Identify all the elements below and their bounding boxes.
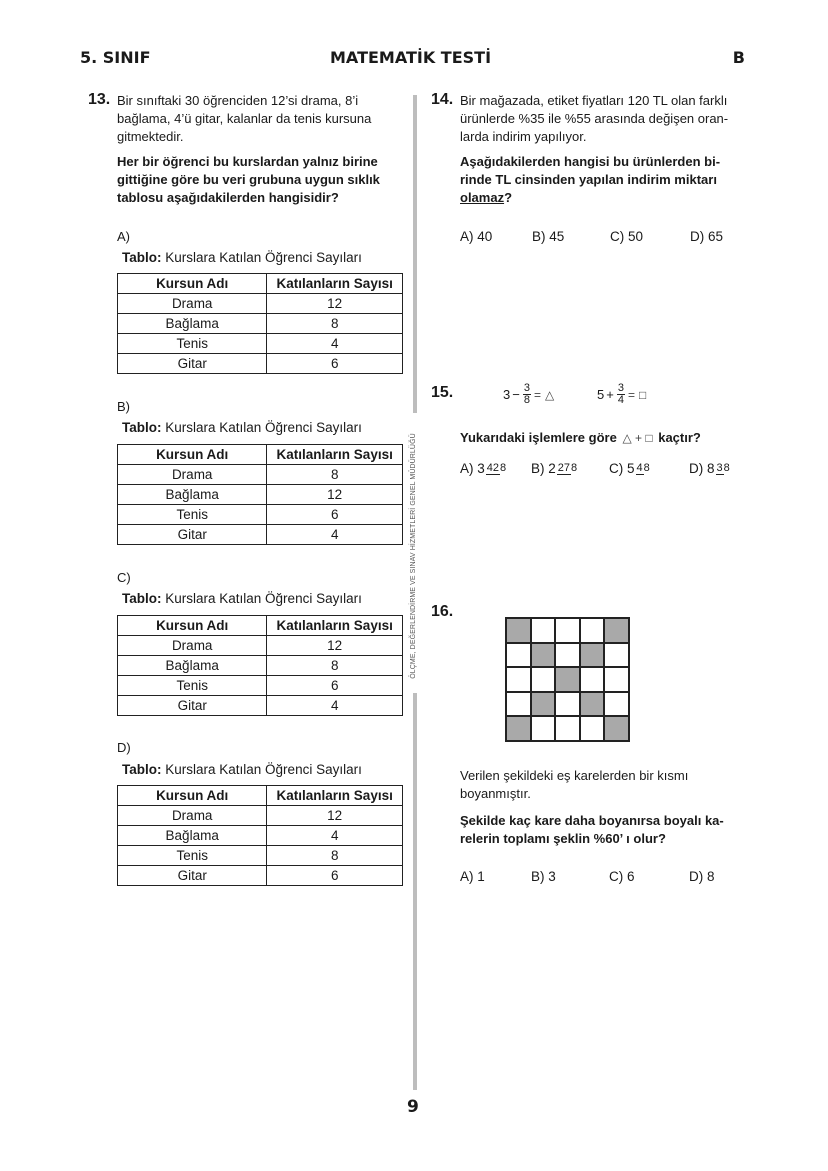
answer-choices — [460, 869, 715, 884]
question-number: 15. — [431, 384, 454, 401]
stem-line: larda indirim yapılıyor. — [460, 129, 587, 144]
choice-a[interactable] — [460, 461, 531, 476]
prompt-suffix: kaçtır? — [658, 430, 701, 445]
numerator: 42 — [486, 462, 500, 475]
grid-cell-empty — [531, 618, 556, 643]
prompt-line: gittiğine göre bu veri grubuna uygun sıklık — [117, 172, 380, 187]
prompt-prefix: Yukarıdaki işlemlere göre — [460, 430, 617, 445]
table-row — [118, 294, 403, 314]
caption-bold: Tablo: — [122, 420, 162, 435]
choice-d[interactable]: D) 65 — [690, 229, 724, 244]
course-name: Tenis — [118, 846, 267, 866]
table-row — [118, 636, 403, 656]
course-name: Tenis — [118, 505, 267, 525]
course-name: Drama — [118, 294, 267, 314]
question-prompt — [117, 153, 380, 207]
caption-bold: Tablo: — [122, 591, 162, 606]
course-name: Tenis — [118, 676, 267, 696]
answer-choices — [460, 229, 723, 244]
equals-sign: = — [533, 387, 541, 402]
course-count: 12 — [267, 636, 403, 656]
choice-d[interactable]: D) 8 — [689, 869, 715, 884]
course-name: Bağlama — [118, 656, 267, 676]
numerator: 27 — [557, 462, 571, 475]
choice-label: A) — [460, 461, 474, 476]
course-name: Drama — [118, 636, 267, 656]
caption-bold: Tablo: — [122, 250, 162, 265]
equation-2 — [597, 383, 648, 406]
grade-label: 5. SINIF — [80, 48, 151, 67]
question-prompt — [460, 812, 724, 848]
fraction — [486, 463, 506, 475]
choice-a[interactable]: A) 1 — [460, 869, 485, 884]
option-b-label[interactable]: B) — [117, 399, 130, 414]
grid-cell-empty — [555, 643, 580, 668]
stem-line: ürünlerde %35 ile %55 arasında değişen oran- — [460, 111, 729, 126]
stem-line: Bir sınıftaki 30 öğrenciden 12’si drama, 8’i — [117, 93, 359, 108]
course-count: 8 — [267, 314, 403, 334]
option-a-label[interactable]: A) — [117, 229, 130, 244]
prompt-line: Şekilde kaç kare daha boyanırsa boyalı ka- — [460, 813, 724, 828]
grid-cell-empty — [580, 667, 605, 692]
course-count: 12 — [267, 485, 403, 505]
denominator: 8 — [500, 462, 507, 475]
table-row — [118, 696, 403, 716]
course-count: 12 — [267, 806, 403, 826]
whole-number: 2 — [548, 461, 556, 476]
table-row — [118, 866, 403, 886]
stem-line: boyanmıştır. — [460, 786, 531, 801]
denominator: 8 — [523, 394, 530, 406]
course-count: 8 — [267, 846, 403, 866]
question-mark: ? — [504, 190, 513, 205]
grid-cell-shaded — [604, 716, 629, 741]
table-row — [118, 806, 403, 826]
prompt-line: Aşağıdakilerden hangisi bu ürünlerden bi- — [460, 154, 721, 169]
operator: − — [512, 387, 520, 402]
numerator: 4 — [636, 462, 643, 475]
table-row — [118, 656, 403, 676]
grid-cell-shaded — [580, 692, 605, 717]
table-row — [118, 525, 403, 545]
header-course: Kursun Adı — [118, 445, 267, 465]
course-name: Bağlama — [118, 314, 267, 334]
booklet-label: B — [732, 48, 745, 67]
question-prompt — [460, 153, 720, 207]
stem-line: Bir mağazada, etiket fiyatları 120 TL olan farklı — [460, 93, 728, 108]
course-name: Drama — [118, 465, 267, 485]
shaded-square-grid — [505, 617, 630, 742]
question-prompt — [460, 429, 701, 447]
choice-a[interactable]: A) 40 — [460, 229, 493, 244]
course-count: 6 — [267, 866, 403, 886]
table-row — [118, 465, 403, 485]
question-number: 14. — [431, 91, 454, 108]
denominator: 8 — [571, 462, 578, 475]
grid-cell-empty — [580, 618, 605, 643]
caption-bold: Tablo: — [122, 762, 162, 777]
triangle-plus-square-expression: △ + □ — [622, 431, 653, 445]
header-course: Kursun Adı — [118, 274, 267, 294]
course-count: 8 — [267, 656, 403, 676]
question-stem — [117, 92, 371, 146]
operator: + — [606, 387, 614, 402]
numerator: 3 — [716, 462, 723, 475]
stem-line: Verilen şekildeki eş karelerden bir kısmı — [460, 768, 689, 783]
fraction — [636, 463, 650, 475]
question-number: 16. — [431, 603, 454, 620]
choice-b[interactable]: B) 3 — [531, 869, 556, 884]
numerator: 3 — [617, 382, 624, 394]
stem-line: bağlama, 4’ü gitar, kalanlar da tenis kursuna — [117, 111, 372, 126]
caption-text: Kurslara Katılan Öğrenci Sayıları — [161, 250, 362, 265]
course-name: Gitar — [118, 354, 267, 374]
question-stem — [460, 767, 688, 803]
grid-cell-empty — [555, 716, 580, 741]
table-caption — [122, 420, 362, 435]
header-course: Kursun Adı — [118, 616, 267, 636]
table-row — [118, 826, 403, 846]
choice-c[interactable]: C) 50 — [610, 229, 644, 244]
question-stem — [460, 92, 728, 146]
caption-text: Kurslara Katılan Öğrenci Sayıları — [161, 420, 362, 435]
denominator: 8 — [723, 462, 730, 475]
prompt-line: Her bir öğrenci bu kurslardan yalnız birine — [117, 154, 378, 169]
caption-text: Kurslara Katılan Öğrenci Sayıları — [161, 762, 362, 777]
publisher-vertical-text: ÖLÇME, DEĞERLENDİRME VE SINAV HİZMETLERİ GENEL MÜDÜRLÜĞÜ — [410, 433, 417, 679]
header-course: Kursun Adı — [118, 786, 267, 806]
grid-cell-shaded — [580, 643, 605, 668]
table-row — [118, 505, 403, 525]
whole-number: 5 — [597, 387, 605, 402]
choice-c[interactable]: C) 6 — [609, 869, 635, 884]
grid-cell-empty — [604, 692, 629, 717]
grid-cell-empty — [604, 667, 629, 692]
grid-cell-shaded — [555, 667, 580, 692]
fraction — [716, 463, 730, 475]
choice-label: C) — [609, 461, 624, 476]
fraction — [617, 383, 625, 406]
frequency-table-d — [117, 785, 403, 886]
grid-cell-empty — [604, 643, 629, 668]
fraction — [557, 463, 577, 475]
whole-number: 3 — [477, 461, 485, 476]
prompt-line — [460, 189, 720, 207]
header-count: Katılanların Sayısı — [267, 445, 403, 465]
grid-cell-shaded — [531, 692, 556, 717]
whole-number: 3 — [503, 387, 511, 402]
course-count: 4 — [267, 525, 403, 545]
course-count: 6 — [267, 676, 403, 696]
course-count: 4 — [267, 826, 403, 846]
denominator: 8 — [643, 462, 650, 475]
grid-cell-shaded — [531, 643, 556, 668]
frequency-table-a — [117, 273, 403, 374]
grid-cell-shaded — [604, 618, 629, 643]
grid-cell-empty — [531, 667, 556, 692]
choice-b[interactable] — [531, 461, 609, 476]
option-c-label[interactable]: C) — [117, 570, 131, 585]
course-name: Bağlama — [118, 826, 267, 846]
choice-d[interactable] — [689, 461, 731, 476]
table-caption — [122, 591, 362, 606]
column-divider — [413, 95, 417, 413]
frequency-table-c — [117, 615, 403, 716]
course-name: Gitar — [118, 525, 267, 545]
table-row — [118, 676, 403, 696]
grid-cell-empty — [506, 667, 531, 692]
test-title: MATEMATİK TESTİ — [330, 48, 492, 67]
grid-cell-shaded — [506, 618, 531, 643]
choice-b[interactable]: B) 45 — [532, 229, 565, 244]
course-count: 6 — [267, 505, 403, 525]
choice-label: B) — [531, 461, 545, 476]
grid-cell-empty — [555, 618, 580, 643]
course-count: 8 — [267, 465, 403, 485]
stem-line: gitmektedir. — [117, 129, 184, 144]
course-name: Gitar — [118, 866, 267, 886]
grid-cell-shaded — [506, 716, 531, 741]
prompt-line: rinde TL cinsinden yapılan indirim miktarı — [460, 172, 717, 187]
choice-label: D) — [689, 461, 704, 476]
table-row — [118, 485, 403, 505]
equals-sign: = — [627, 387, 635, 402]
fraction — [523, 383, 531, 406]
frequency-table-b — [117, 444, 403, 545]
course-name: Bağlama — [118, 485, 267, 505]
course-name: Drama — [118, 806, 267, 826]
course-count: 4 — [267, 334, 403, 354]
grid-cell-empty — [580, 716, 605, 741]
question-number: 13. — [88, 91, 111, 108]
header-count: Katılanların Sayısı — [267, 616, 403, 636]
grid-cell-empty — [531, 716, 556, 741]
answer-choices — [460, 461, 731, 476]
table-row — [118, 354, 403, 374]
page-header — [80, 48, 745, 72]
table-caption — [122, 762, 362, 777]
grid-cell-empty — [506, 692, 531, 717]
page-number: 9 — [407, 1097, 419, 1117]
course-count: 6 — [267, 354, 403, 374]
course-name: Gitar — [118, 696, 267, 716]
grid-cell-empty — [555, 692, 580, 717]
whole-number: 5 — [627, 461, 635, 476]
prompt-line: relerin toplamı şeklin %60’ ı olur? — [460, 831, 666, 846]
header-count: Katılanların Sayısı — [267, 786, 403, 806]
table-caption — [122, 250, 362, 265]
choice-c[interactable] — [609, 461, 689, 476]
course-count: 4 — [267, 696, 403, 716]
emphasis-underlined: olamaz — [460, 190, 505, 205]
numerator: 3 — [523, 382, 530, 394]
option-d-label[interactable]: D) — [117, 740, 131, 755]
equation-1 — [503, 383, 556, 406]
table-row — [118, 846, 403, 866]
whole-number: 8 — [707, 461, 715, 476]
grid-cell-empty — [506, 643, 531, 668]
table-row — [118, 314, 403, 334]
header-count: Katılanların Sayısı — [267, 274, 403, 294]
triangle-icon: △ — [544, 387, 555, 402]
caption-text: Kurslara Katılan Öğrenci Sayıları — [161, 591, 362, 606]
course-count: 12 — [267, 294, 403, 314]
square-icon: □ — [638, 387, 647, 402]
course-name: Tenis — [118, 334, 267, 354]
column-divider — [413, 693, 417, 1090]
denominator: 4 — [617, 394, 624, 406]
prompt-line: tablosu aşağıdakilerden hangisidir? — [117, 190, 339, 205]
table-row — [118, 334, 403, 354]
